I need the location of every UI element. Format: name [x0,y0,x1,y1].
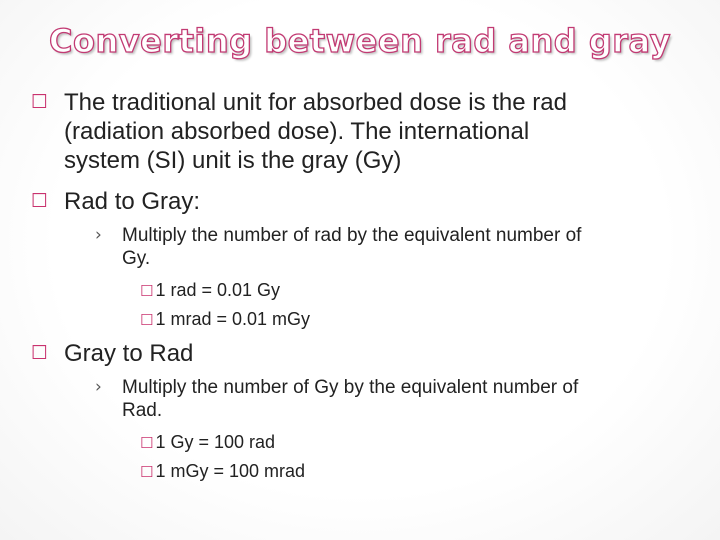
bullet-box-icon: ☐ [31,91,49,113]
sub-bullet-line: Multiply the number of Gy by the equivalent number of [122,377,579,398]
sub-bullet-line: Multiply the number of rad by the equivalent number of [122,225,582,246]
chevron-right-icon: › [95,377,102,397]
formula-item [140,279,280,302]
sub-bullet-text [122,376,578,422]
bullet-line: The traditional unit for absorbed dose is the rad [64,89,567,116]
formula-text: 1 Gy = 100 rad [155,432,276,452]
bullet-line: (radiation absorbed dose). The international [64,118,530,145]
formula-item [140,431,275,454]
bullet-text [64,88,684,175]
formula-text: 1 mGy = 100 mrad [155,461,306,481]
formula-bullet-icon: ☐ [140,463,154,481]
bullet-box-icon: ☐ [31,190,49,212]
sub-bullet-line: Gy. [122,248,151,269]
chevron-right-icon: › [95,225,102,245]
formula-text: 1 mrad = 0.01 mGy [155,309,311,329]
formula-item [140,460,305,483]
formula-text: 1 rad = 0.01 Gy [155,280,281,300]
formula-bullet-icon: ☐ [140,282,154,300]
formula-bullet-icon: ☐ [140,311,154,329]
formula-item [140,308,310,331]
sub-bullet-text [122,224,581,270]
bullet-text: Rad to Gray: [64,188,201,215]
bullet-text: Gray to Rad [64,340,194,367]
slide-title: Converting between rad and gray [49,22,671,60]
bullet-line: system (SI) unit is the gray (Gy) [64,147,402,174]
sub-bullet-line: Rad. [122,400,163,421]
bullet-box-icon: ☐ [31,342,49,364]
formula-bullet-icon: ☐ [140,434,154,452]
